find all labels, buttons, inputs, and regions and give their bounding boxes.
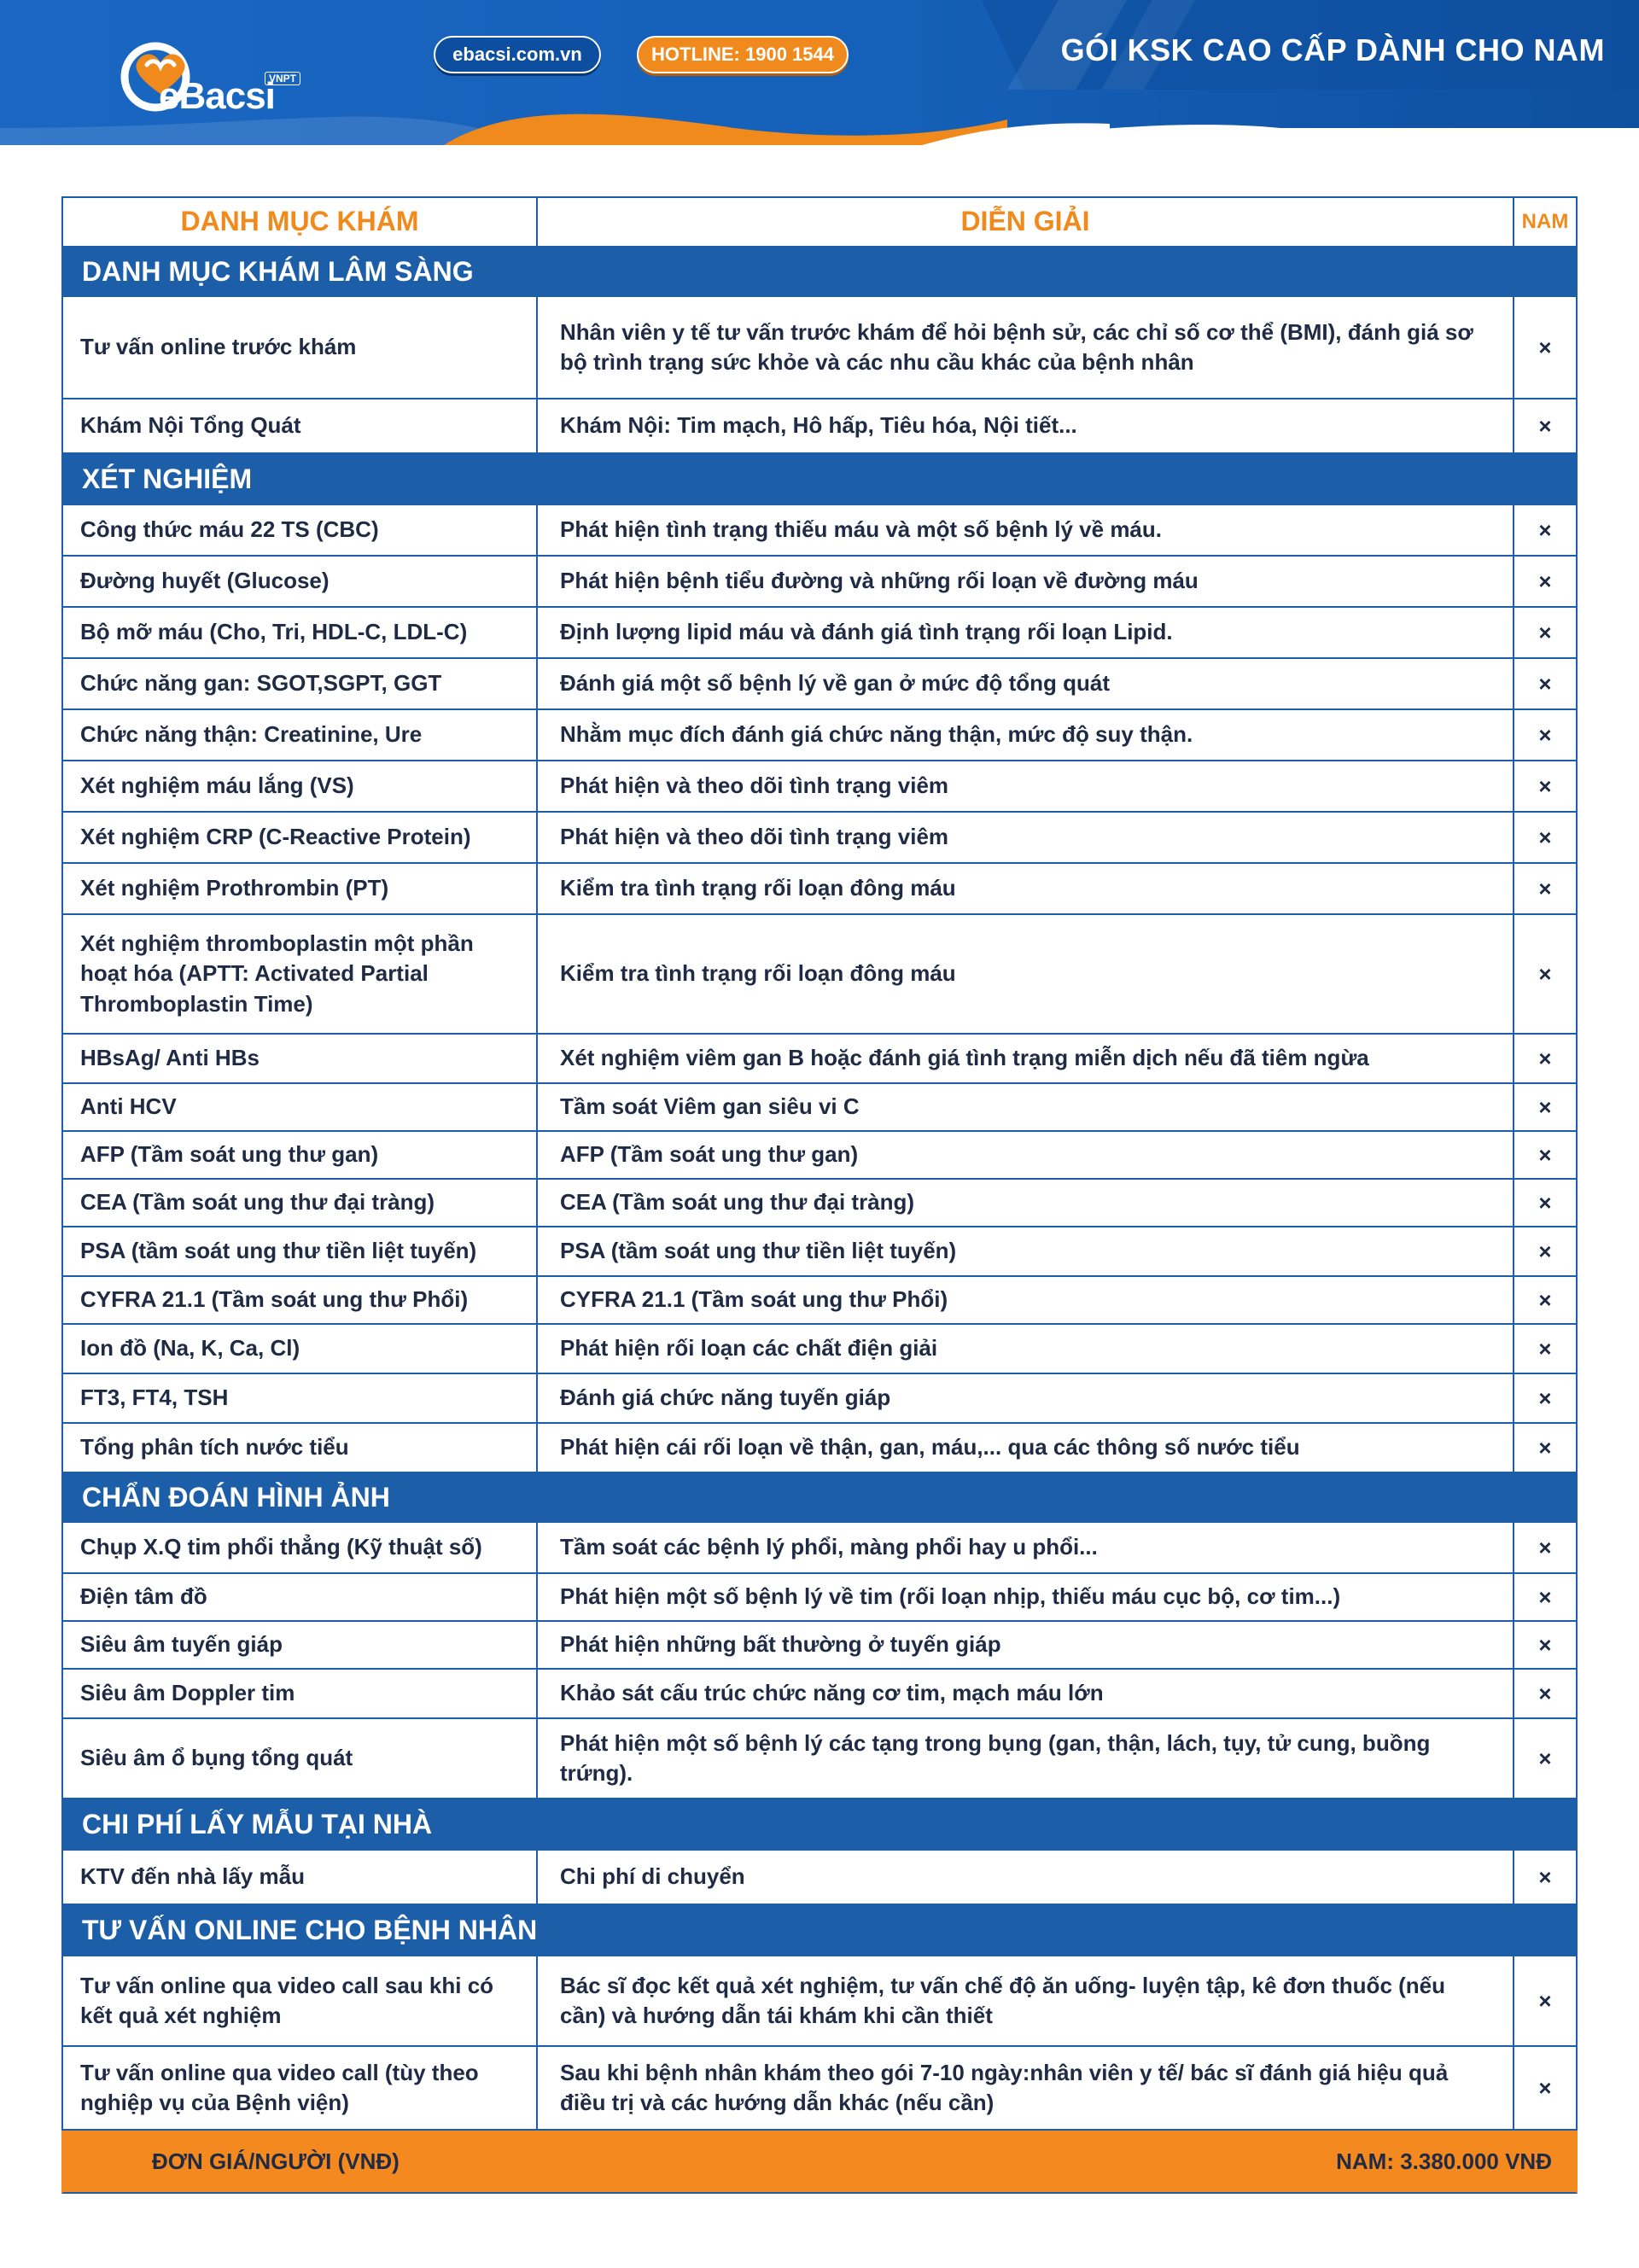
section-header xyxy=(61,248,1578,297)
item-name: Chụp X.Q tim phổi thẳng (Kỹ thuật số) xyxy=(63,1523,538,1572)
included-mark: × xyxy=(1538,516,1552,543)
table-row xyxy=(61,1851,1578,1905)
included-mark: × xyxy=(1538,1987,1552,2014)
table-row xyxy=(61,608,1578,659)
included-mark: × xyxy=(1538,2074,1552,2101)
item-description: Phát hiện và theo dõi tình trạng viêm xyxy=(538,761,1514,811)
item-description: Sau khi bệnh nhân khám theo gói 7-10 ngày:nhân viên y tế/ bác sĩ đánh giá hiệu quả điều trị và các hướng dẫn khác (nếu cần) xyxy=(538,2047,1514,2129)
item-description: Bác sĩ đọc kết quả xét nghiệm, tư vấn chế độ ăn uống- luyện tập, kê đơn thuốc (nếu cần) và hướng dẫn tái khám khi cần thiết xyxy=(538,1956,1514,2045)
item-name: Tư vấn online trước khám xyxy=(63,297,538,398)
vnpt-badge: VNPT xyxy=(265,72,300,85)
table-row xyxy=(61,1227,1578,1277)
item-name: Khám Nội Tổng Quát xyxy=(63,399,538,452)
item-name: CEA (Tầm soát ung thư đại tràng) xyxy=(63,1180,538,1226)
item-description: Phát hiện tình trạng thiếu máu và một số bệnh lý về máu. xyxy=(538,505,1514,555)
table-row xyxy=(61,1622,1578,1670)
item-description: Xét nghiệm viêm gan B hoặc đánh giá tình trạng miễn dịch nếu đã tiêm ngừa xyxy=(538,1035,1514,1082)
included-mark: × xyxy=(1538,875,1552,901)
price-total-row xyxy=(61,2131,1578,2194)
included-mark: × xyxy=(1538,568,1552,594)
included-mark: × xyxy=(1538,1745,1552,1771)
item-name: Siêu âm ổ bụng tổng quát xyxy=(63,1719,538,1798)
table-header-row xyxy=(61,196,1578,248)
table-row xyxy=(61,915,1578,1035)
item-description: Kiểm tra tình trạng rối loạn đông máu xyxy=(538,915,1514,1033)
price-value: NAM: 3.380.000 VNĐ xyxy=(1336,2148,1552,2174)
table-row xyxy=(61,813,1578,864)
included-mark: × xyxy=(1538,1385,1552,1411)
included-mark: × xyxy=(1538,1286,1552,1313)
included-mark: × xyxy=(1538,1863,1552,1890)
column-header-description: DIỄN GIẢI xyxy=(538,198,1514,246)
included-mark: × xyxy=(1538,773,1552,799)
page-title: GÓI KSK CAO CẤP DÀNH CHO NAM xyxy=(1060,32,1605,67)
column-header-category: DANH MỤC KHÁM xyxy=(63,198,538,246)
included-mark: × xyxy=(1538,1093,1552,1120)
section-title: XÉT NGHIỆM xyxy=(82,463,253,494)
included-mark: × xyxy=(1538,334,1552,360)
item-description: Phát hiện một số bệnh lý về tim (rối loạn nhịp, thiếu máu cục bộ, cơ tim...) xyxy=(538,1574,1514,1620)
table-row xyxy=(61,1277,1578,1325)
included-mark: × xyxy=(1538,1238,1552,1264)
table-row xyxy=(61,1956,1578,2047)
table-row xyxy=(61,2047,1578,2131)
table-row xyxy=(61,1180,1578,1227)
included-mark: × xyxy=(1538,670,1552,697)
item-name: Chức năng thận: Creatinine, Ure xyxy=(63,710,538,760)
item-description: Khám Nội: Tim mạch, Hô hấp, Tiêu hóa, Nội tiết... xyxy=(538,399,1514,452)
included-mark: × xyxy=(1538,1434,1552,1460)
table-row xyxy=(61,1132,1578,1180)
included-mark: × xyxy=(1538,412,1552,439)
item-description: Phát hiện rối loạn các chất điện giải xyxy=(538,1325,1514,1373)
included-mark: × xyxy=(1538,1045,1552,1071)
included-mark: × xyxy=(1538,960,1552,987)
price-label: ĐƠN GIÁ/NGƯỜI (VNĐ) xyxy=(152,2148,400,2174)
item-name: Anti HCV xyxy=(63,1084,538,1130)
table-row xyxy=(61,557,1578,608)
item-name: AFP (Tầm soát ung thư gan) xyxy=(63,1132,538,1178)
page-header xyxy=(0,0,1639,145)
item-description: Khảo sát cấu trúc chức năng cơ tim, mạch máu lớn xyxy=(538,1670,1514,1717)
item-name: Tư vấn online qua video call (tùy theo nghiệp vụ của Bệnh viện) xyxy=(63,2047,538,2129)
table-row xyxy=(61,1523,1578,1574)
item-description: Phát hiện cái rối loạn về thận, gan, máu,... qua các thông số nước tiểu xyxy=(538,1424,1514,1472)
item-name: Tổng phân tích nước tiểu xyxy=(63,1424,538,1472)
hotline-button[interactable]: HOTLINE: 1900 1544 xyxy=(637,36,849,73)
table-row xyxy=(61,1035,1578,1084)
table-row xyxy=(61,1424,1578,1473)
item-name: FT3, FT4, TSH xyxy=(63,1374,538,1422)
table-row xyxy=(61,659,1578,710)
item-name: Đường huyết (Glucose) xyxy=(63,557,538,606)
item-name: Ion đồ (Na, K, Ca, Cl) xyxy=(63,1325,538,1373)
item-name: CYFRA 21.1 (Tầm soát ung thư Phổi) xyxy=(63,1277,538,1323)
section-header xyxy=(61,1905,1578,1956)
item-description: Định lượng lipid máu và đánh giá tình trạng rối loạn Lipid. xyxy=(538,608,1514,657)
item-description: Tầm soát Viêm gan siêu vi C xyxy=(538,1084,1514,1130)
item-description: Nhằm mục đích đánh giá chức năng thận, mức độ suy thận. xyxy=(538,710,1514,760)
item-name: Siêu âm tuyến giáp xyxy=(63,1622,538,1668)
item-name: Chức năng gan: SGOT,SGPT, GGT xyxy=(63,659,538,708)
included-mark: × xyxy=(1538,1335,1552,1361)
table-row xyxy=(61,505,1578,557)
item-description: Phát hiện một số bệnh lý các tạng trong bụng (gan, thận, lách, tụy, tử cung, buồng trứng). xyxy=(538,1719,1514,1798)
item-name: Công thức máu 22 TS (CBC) xyxy=(63,505,538,555)
website-link[interactable]: ebacsi.com.vn xyxy=(434,36,601,73)
included-mark: × xyxy=(1538,619,1552,645)
table-row xyxy=(61,710,1578,761)
table-row xyxy=(61,761,1578,813)
item-description: CYFRA 21.1 (Tầm soát ung thư Phổi) xyxy=(538,1277,1514,1323)
item-name: Xét nghiệm CRP (C-Reactive Protein) xyxy=(63,813,538,862)
item-name: Tư vấn online qua video call sau khi có kết quả xét nghiệm xyxy=(63,1956,538,2045)
table-row xyxy=(61,399,1578,454)
item-description: CEA (Tầm soát ung thư đại tràng) xyxy=(538,1180,1514,1226)
item-name: PSA (tầm soát ung thư tiền liệt tuyến) xyxy=(63,1227,538,1275)
table-row xyxy=(61,1574,1578,1622)
section-title: CHẨN ĐOÁN HÌNH ẢNH xyxy=(82,1481,390,1513)
included-mark: × xyxy=(1538,1534,1552,1560)
item-name: Xét nghiệm máu lắng (VS) xyxy=(63,761,538,811)
item-description: Nhân viên y tế tư vấn trước khám để hỏi bệnh sử, các chỉ số cơ thể (BMI), đánh giá sơ bộ trình trạng sức khỏe và các nhu cầu khác của bệnh nhân xyxy=(538,297,1514,398)
table-row xyxy=(61,1670,1578,1719)
included-mark: × xyxy=(1538,824,1552,850)
section-header xyxy=(61,454,1578,505)
item-name: Siêu âm Doppler tim xyxy=(63,1670,538,1717)
item-description: Kiểm tra tình trạng rối loạn đông máu xyxy=(538,864,1514,913)
included-mark: × xyxy=(1538,1631,1552,1658)
included-mark: × xyxy=(1538,1680,1552,1706)
item-description: AFP (Tầm soát ung thư gan) xyxy=(538,1132,1514,1178)
item-name: Xét nghiệm thromboplastin một phần hoạt hóa (APTT: Activated Partial Thromboplastin Time) xyxy=(63,915,538,1033)
table-row xyxy=(61,1325,1578,1374)
item-name: KTV đến nhà lấy mẫu xyxy=(63,1851,538,1904)
section-title: TƯ VẤN ONLINE CHO BỆNH NHÂN xyxy=(82,1914,538,1945)
item-description: Phát hiện bệnh tiểu đường và những rối loạn về đường máu xyxy=(538,557,1514,606)
item-description: Chi phí di chuyển xyxy=(538,1851,1514,1904)
item-description: Đánh giá chức năng tuyến giáp xyxy=(538,1374,1514,1422)
item-name: HBsAg/ Anti HBs xyxy=(63,1035,538,1082)
included-mark: × xyxy=(1538,1141,1552,1168)
section-title: CHI PHÍ LẤY MẪU TẠI NHÀ xyxy=(82,1808,433,1839)
item-description: Phát hiện những bất thường ở tuyến giáp xyxy=(538,1622,1514,1668)
included-mark: × xyxy=(1538,721,1552,748)
item-description: Phát hiện và theo dõi tình trạng viêm xyxy=(538,813,1514,862)
logo-text: eBacsi xyxy=(159,75,275,117)
section-header xyxy=(61,1473,1578,1523)
table-row xyxy=(61,297,1578,399)
table-row xyxy=(61,864,1578,915)
table-row xyxy=(61,1084,1578,1132)
item-name: Bộ mỡ máu (Cho, Tri, HDL-C, LDL-C) xyxy=(63,608,538,657)
table-row xyxy=(61,1719,1578,1799)
included-mark: × xyxy=(1538,1583,1552,1610)
table-row xyxy=(61,1374,1578,1424)
checkup-package-table xyxy=(61,196,1578,2194)
section-header xyxy=(61,1799,1578,1851)
item-description: PSA (tầm soát ung thư tiền liệt tuyến) xyxy=(538,1227,1514,1275)
item-name: Xét nghiệm Prothrombin (PT) xyxy=(63,864,538,913)
section-title: DANH MỤC KHÁM LÂM SÀNG xyxy=(82,255,474,287)
item-name: Điện tâm đồ xyxy=(63,1574,538,1620)
column-header-male: NAM xyxy=(1521,210,1569,233)
included-mark: × xyxy=(1538,1189,1552,1216)
item-description: Tầm soát các bệnh lý phổi, màng phổi hay u phổi... xyxy=(538,1523,1514,1572)
item-description: Đánh giá một số bệnh lý về gan ở mức độ tổng quát xyxy=(538,659,1514,708)
